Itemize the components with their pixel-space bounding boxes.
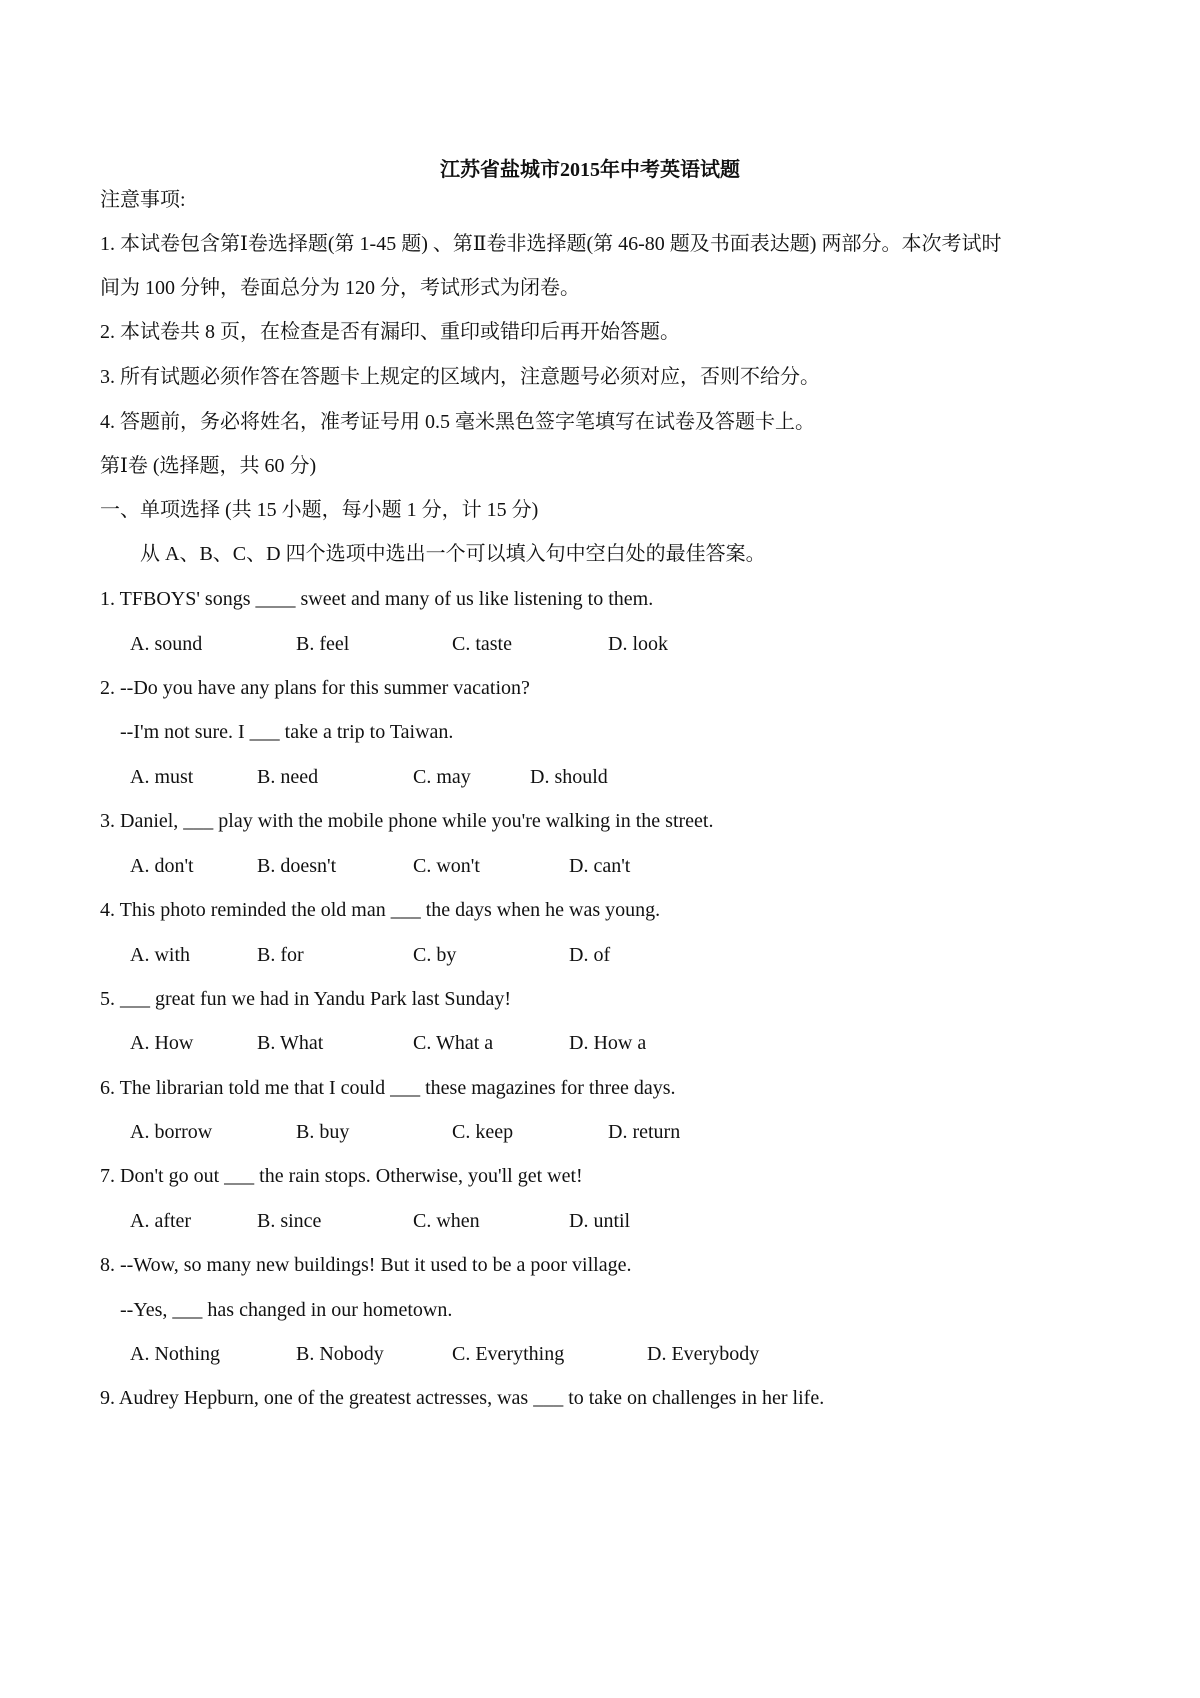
question-stem: 8. --Wow, so many new buildings! But it used to be a poor village. [100,1254,632,1276]
answer-option: D. Everybody [647,1343,760,1365]
question-stem-line: --I'm not sure. I ___ take a trip to Taiwan. [120,721,454,743]
notice-item: 间为 100 分钟，卷面总分为 120 分，考试形式为闭卷。 [100,277,580,299]
notice-item: 3. 所有试题必须作答在答题卡上规定的区域内，注意题号必须对应，否则不给分。 [100,366,820,388]
answer-option: A. must [130,766,194,788]
answer-option: D. How a [569,1032,647,1054]
answer-option: C. What a [413,1032,494,1054]
answer-option: A. don't [130,855,194,877]
answer-option: D. can't [569,855,631,877]
answer-option: D. should [530,766,608,788]
question-stem: 6. The librarian told me that I could ___ these magazines for three days. [100,1077,676,1099]
answer-option: B. feel [296,633,350,655]
question-stem: 5. ___ great fun we had in Yandu Park last Sunday! [100,988,512,1010]
part-heading: 第Ⅰ卷 (选择题，共 60 分) [100,455,317,477]
notice-heading: 注意事项: [100,189,186,211]
question-stem: 1. TFBOYS' songs ____ sweet and many of us like listening to them. [100,588,654,610]
answer-option: A. with [130,944,190,966]
answer-option: C. keep [452,1121,514,1143]
question-stem-line: --Yes, ___ has changed in our hometown. [120,1299,453,1321]
answer-option: C. Everything [452,1343,565,1365]
answer-option: B. Nobody [296,1343,384,1365]
answer-option: A. after [130,1210,192,1232]
notice-item: 4. 答题前，务必将姓名，准考证号用 0.5 毫米黑色签字笔填写在试卷及答题卡上。 [100,411,815,433]
section-heading: 一、单项选择 (共 15 小题，每小题 1 分，计 15 分) [100,499,539,521]
question-stem: 4. This photo reminded the old man ___ the days when he was young. [100,899,661,921]
answer-option: A. sound [130,633,203,655]
answer-option: B. need [257,766,319,788]
answer-option: C. taste [452,633,512,655]
page-title: 江苏省盐城市2015年中考英语试题 [440,159,740,181]
notice-item: 1. 本试卷包含第Ⅰ卷选择题(第 1-45 题) 、第Ⅱ卷非选择题(第 46-80 题及书面表达题) 两部分。本次考试时 [100,233,1002,255]
answer-option: B. since [257,1210,322,1232]
answer-option: D. until [569,1210,631,1232]
question-stem: 2. --Do you have any plans for this summer vacation? [100,677,530,699]
answer-option: D. of [569,944,611,966]
answer-option: C. when [413,1210,480,1232]
answer-option: D. look [608,633,668,655]
question-stem: 7. Don't go out ___ the rain stops. Otherwise, you'll get wet! [100,1165,583,1187]
answer-option: B. What [257,1032,324,1054]
answer-option: B. for [257,944,304,966]
section-instruction: 从 A、B、C、D 四个选项中选出一个可以填入句中空白处的最佳答案。 [140,543,766,565]
answer-option: C. may [413,766,471,788]
answer-option: A. borrow [130,1121,213,1143]
answer-option: B. doesn't [257,855,337,877]
question-stem: 3. Daniel, ___ play with the mobile phone while you're walking in the street. [100,810,714,832]
answer-option: C. by [413,944,457,966]
answer-option: A. How [130,1032,194,1054]
answer-option: C. won't [413,855,480,877]
answer-option: D. return [608,1121,681,1143]
notice-item: 2. 本试卷共 8 页，在检查是否有漏印、重印或错印后再开始答题。 [100,321,680,343]
question-stem: 9. Audrey Hepburn, one of the greatest actresses, was ___ to take on challenges in her life. [100,1387,825,1409]
answer-option: A. Nothing [130,1343,220,1365]
answer-option: B. buy [296,1121,350,1143]
